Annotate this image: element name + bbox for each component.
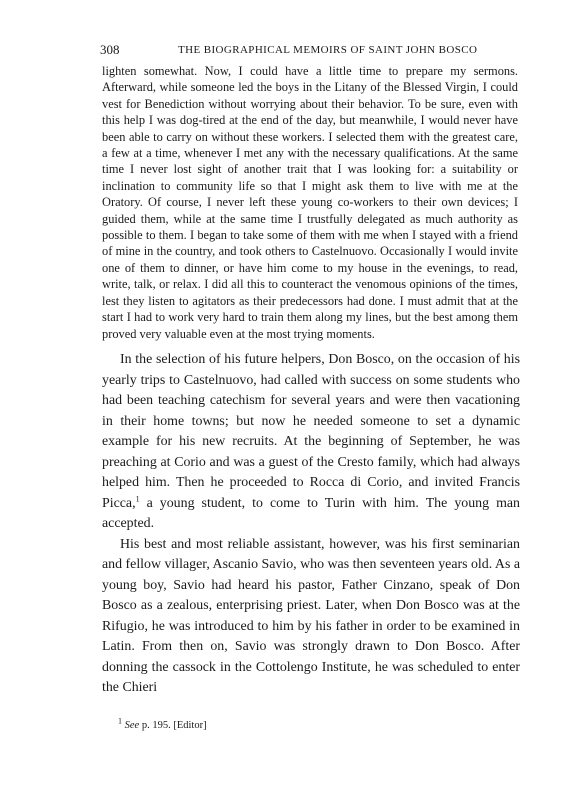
running-header (100, 41, 520, 59)
paragraph-text-part2: a young student, to come to Turin with him. The young man accepted. (102, 495, 520, 531)
footnote (118, 716, 498, 733)
footnote-mark: 1 (118, 716, 122, 726)
quoted-passage: lighten somewhat. Now, I could have a little time to prepare my sermons. Afterward, while someone led the boys in the Litany of the Blessed Virgin, I could vest for Benediction without worrying about their behavior. To be sure, even with this help I was dog-tired at the end of the day, but meanwhile, I would never have been able to carry on without these workers. I selected them with the greatest care, a few at a time, whenever I met any with the necessary qualifications. At the same time I never lost sight of another trait that I was looking for: a suitability or inclination to community life so that I might ask them to live with me at the Oratory. Of course, I never left these young co-workers to their own devices; I guided them, while at the same time I trustfully delegated as much authority as possible to them. I began to take some of them with me when I stayed with a friend of mine in the country, and took others to Castelnuovo. Occasionally I would invite one of them to dinner, or have him come to my house in the evenings, to read, write, talk, or relax. I did all this to counteract the venomous opinions of the times, lest they listen to agitators as their predecessors had done. I must admit that at the start I had to work very hard to train them along my lines, but the best among them proved very valuable even at the most trying moments. (102, 64, 518, 341)
footnote-see: See (124, 720, 140, 731)
paragraph-helpers-selection (102, 350, 520, 535)
paragraph-ascanio-savio: His best and most reliable assistant, however, was his first seminarian and fellow villager, Ascanio Savio, who was then seventeen years old. As a young boy, Savio had heard his pastor, Father Cinzano, speak of Don Bosco as a zealous, enterprising priest. Later, when Don Bosco was at the Rifugio, he was introduced to him by his father in order to be examined in Latin. From then on, Savio was strongly drawn to Don Bosco. After donning the cassock in the Cottolengo Institute, he was scheduled to enter the Chieri (102, 536, 520, 695)
main-text (102, 350, 520, 699)
running-head-title: THE BIOGRAPHICAL MEMOIRS OF SAINT JOHN BOSCO (178, 44, 478, 56)
footnote-reference[interactable]: 1 (135, 493, 140, 503)
paragraph-text-part1: In the selection of his future helpers, Don Bosco, on the occasion of his yearly trips to Castelnuovo, had called with success on some students who had been teaching catechism for several years and were then vacationing in their home towns; but now he needed someone to set a dynamic example for his new recruits. At the beginning of September, he was preaching at Corio and was a guest of the Cresto family, which had always helped him. Then he proceeded to Rocca di Corio, and invited Francis Picca, (102, 352, 520, 511)
page-number: 308 (100, 42, 120, 57)
footnote-text: p. 195. [Editor] (139, 720, 207, 731)
